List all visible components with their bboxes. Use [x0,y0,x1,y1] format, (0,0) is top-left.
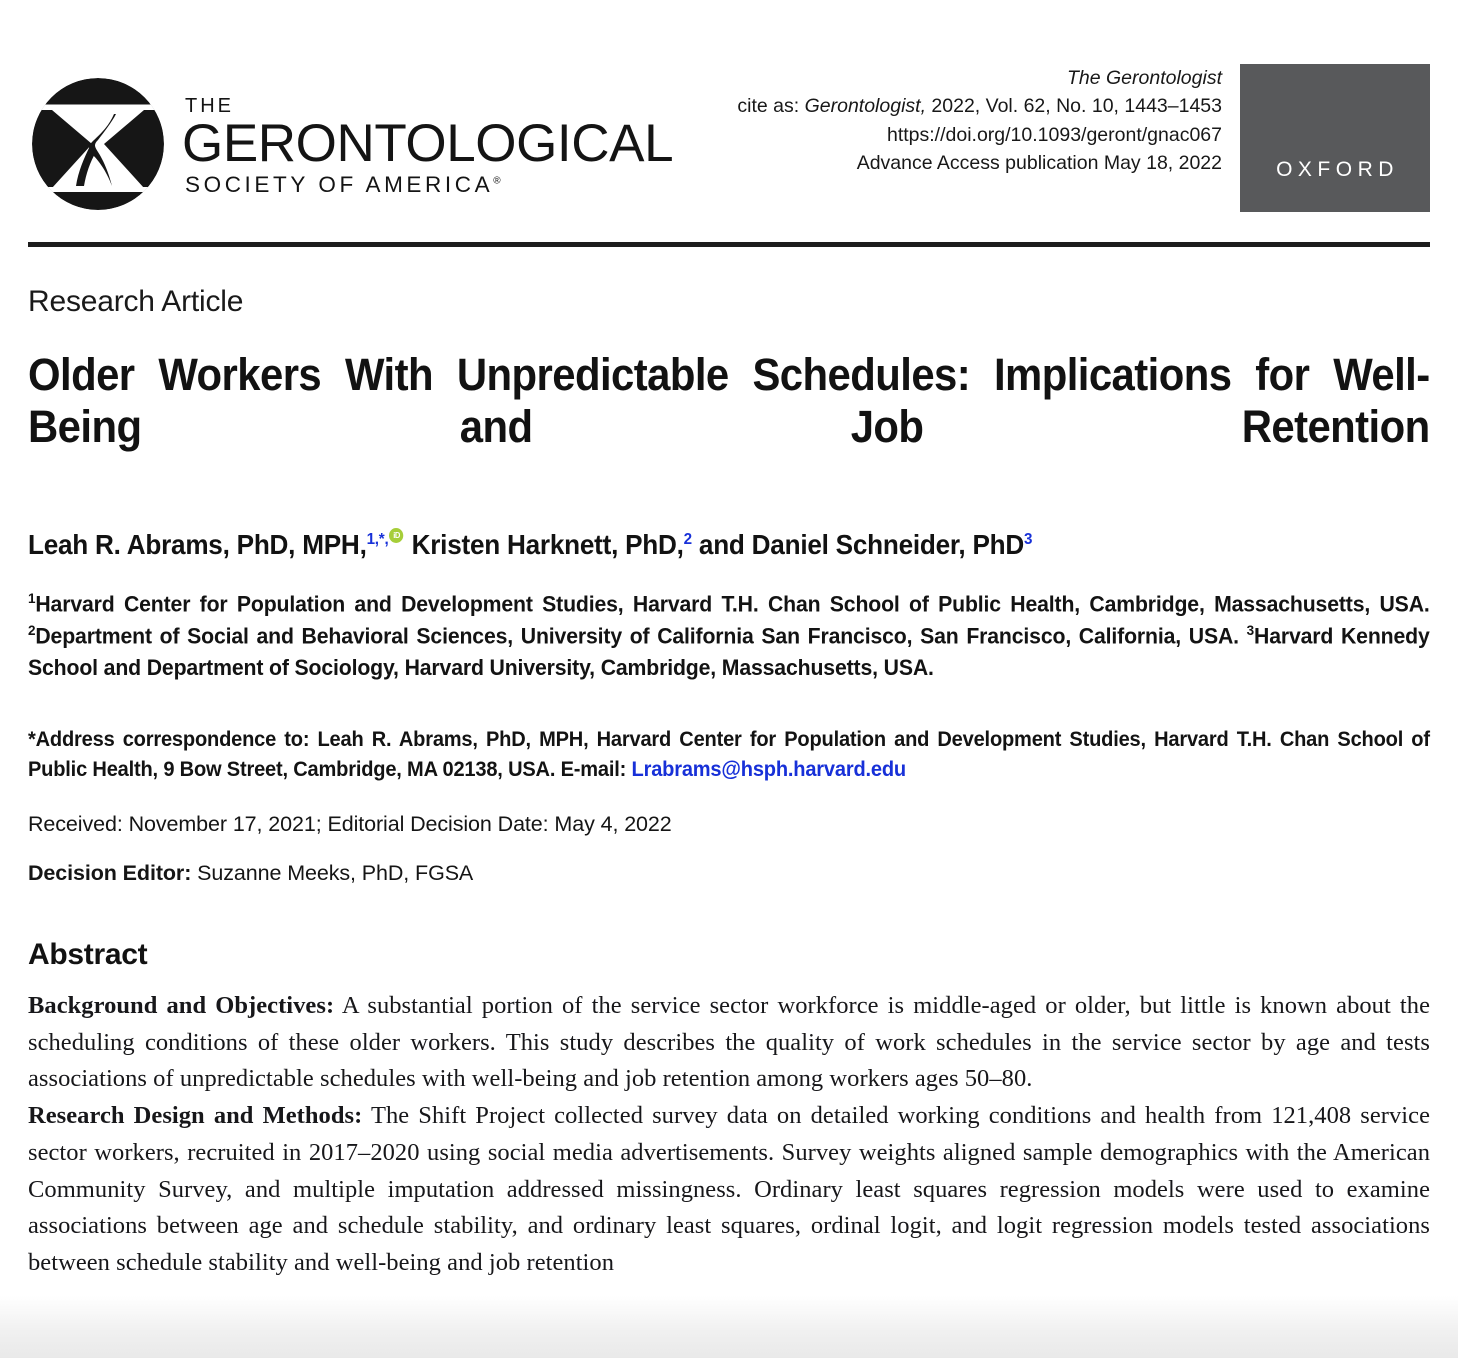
abstract-paragraph-text: A substantial portion of the service sector workforce is middle-aged or older, but little is known about the scheduling conditions of these older workers. This study describes the quality of work schedules in the service sector by age and tests associations of unpredictable schedules with well-being and job retention among workers ages 50–80. [28,991,1430,1093]
author-3-affiliation-marker: 3 [1024,530,1033,548]
abstract-paragraph [28,1098,1430,1282]
decision-editor [28,861,1430,886]
abstract-body [28,988,1430,1282]
orcid-icon[interactable] [389,528,403,543]
header-divider [28,242,1430,247]
affiliation-1-marker: 1 [28,589,36,606]
gsa-hourglass-logo-icon [28,74,168,214]
correspondence-text: *Address correspondence to: Leah R. Abrams, PhD, MPH, Harvard Center for Population and Development Studies, Harvard T.H. Chan School of Public Health, 9 Bow Street, Cambridge, MA 02138, USA. E-mail: [28,727,1430,782]
author-1-affiliation-marker: 1,*, [366,530,389,548]
cite-volume-pages: 2022, Vol. 62, No. 10, 1443–1453 [926,95,1222,118]
advance-access-line: Advance Access publication May 18, 2022 [856,151,1222,174]
citation-block [673,56,1240,177]
author-list [28,528,1426,562]
abstract-heading: Abstract [28,937,148,971]
cite-prefix: cite as: [737,95,805,118]
logo-sub [185,171,673,197]
affiliation-1-text: Harvard Center for Population and Development Studies, Harvard T.H. Chan School of Public Health, Cambridge, Massachusetts, USA. [35,591,1430,617]
correspondence-note [28,725,1430,786]
journal-name: The Gerontologist [1066,67,1222,89]
masthead [28,0,1430,222]
author-2-affiliation-marker: 2 [683,530,692,548]
affiliation-2-text: Department of Social and Behavioral Sciences, University of California San Francisco, San Francisco, California, USA. [35,623,1247,649]
abstract-paragraph-lead: Research Design and Methods: [28,1102,363,1130]
article-type-label: Research Article [28,285,244,318]
registered-mark: ® [493,175,501,187]
abstract-paragraph [28,988,1430,1098]
gsa-logo-wordmark [182,92,673,196]
received-dates: Received: November 17, 2021; Editorial Decision Date: May 4, 2022 [28,811,672,836]
page-bottom-fade [0,1296,1458,1358]
affiliation-3-text: Harvard Kennedy School and Department of Sociology, Harvard University, Cambridge, Massachusetts, USA. [28,623,1430,680]
author-1-name: Leah R. Abrams, PhD, MPH, [28,528,367,560]
logo-the: THE [185,94,234,117]
gsa-logo [28,56,673,214]
affiliations [28,588,1430,683]
oxford-publisher-logo [1240,64,1430,212]
author-3-name: and Daniel Schneider, PhD [691,528,1025,560]
abstract-paragraph-text: The Shift Project collected survey data on detailed working conditions and health from 121,408 service sector workers, recruited in 2017–2020 using social media advertisements. Survey weights aligned sample demographics with the American Community Survey, and multiple imputation addressed missingness. Ordinary least squares regression models were used to examine associations between age and schedule stability, and ordinary least squares, ordinal logit, and logit regression models tested associations between schedule stability and well-being and job retention [28,1102,1430,1277]
author-2-name: Kristen Harknett, PhD, [404,528,684,560]
correspondence-email-link[interactable]: Lrabrams@hsph.harvard.edu [631,758,906,782]
cite-journal-italic: Gerontologist, [804,95,926,118]
logo-main: GERONTOLOGICAL [182,113,674,173]
affiliation-2-marker: 2 [28,621,36,638]
affiliation-3-marker: 3 [1246,621,1255,638]
abstract-paragraph-lead: Background and Objectives: [28,991,335,1019]
cite-as-line [673,92,1222,120]
logo-sub-text: SOCIETY OF AMERICA [185,171,494,197]
doi-line[interactable]: https://doi.org/10.1093/geront/gnac067 [886,123,1222,146]
page-title: Older Workers With Unpredictable Schedules: Implications for Well-Being and Job Retention [28,349,1430,453]
decision-editor-name: Suzanne Meeks, PhD, FGSA [191,860,474,885]
decision-editor-label: Decision Editor: [28,860,192,885]
oxford-label: OXFORD [1276,158,1399,181]
